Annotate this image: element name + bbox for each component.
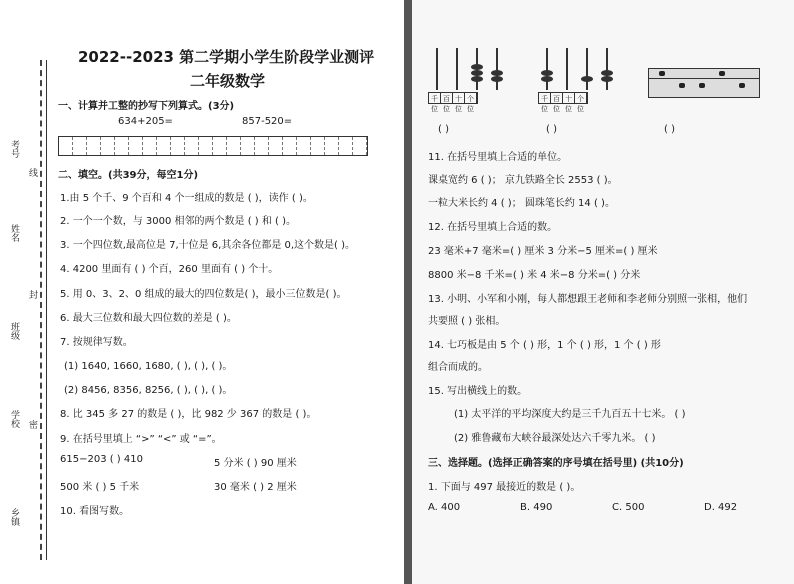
grid-cell[interactable] xyxy=(143,137,157,155)
grid-cell[interactable] xyxy=(185,137,199,155)
question-4: 4. 4200 里面有 ( ) 个百，260 里面有 ( ) 个十。 xyxy=(60,264,279,275)
suanpan-bead xyxy=(719,71,725,76)
writing-grid[interactable] xyxy=(58,136,368,156)
abacus-rod xyxy=(496,48,498,90)
question-7-part-2: (2) 8456, 8356, 8256, ( ), ( ), ( )。 xyxy=(64,385,233,396)
choice-question-1: 1. 下面与 497 最接近的数是 ( )。 xyxy=(428,482,581,493)
grid-cell[interactable] xyxy=(73,137,87,155)
margin-rule xyxy=(46,60,47,560)
grid-cell[interactable] xyxy=(269,137,283,155)
suanpan-bead xyxy=(739,83,745,88)
place-label-ones: 个位 xyxy=(465,93,477,103)
abacus-place-labels xyxy=(538,92,588,113)
abacus-bead xyxy=(541,76,553,82)
suanpan-beam xyxy=(649,78,759,79)
abacus-bead xyxy=(581,76,593,82)
seal-char-xian: 线 xyxy=(27,168,37,177)
abacus-rod xyxy=(586,48,588,90)
question-11: 11. 在括号里填上合适的单位。 xyxy=(428,152,568,163)
question-12: 12. 在括号里填上合适的数。 xyxy=(428,222,558,233)
question-14-line-2: 组合而成的。 xyxy=(428,362,488,373)
grid-cell[interactable] xyxy=(339,137,353,155)
grid-cell[interactable] xyxy=(283,137,297,155)
section-3-heading: 三、选择题。(选择正确答案的序号填在括号里) (共10分) xyxy=(428,458,684,469)
abacus-bead xyxy=(491,76,503,82)
question-11-line-1: 课桌宽约 6 ( )； 京九铁路全长 2553 ( )。 xyxy=(428,175,618,186)
grid-cell[interactable] xyxy=(227,137,241,155)
question-9-row-2-a: 500 米 ( ) 5 千米 xyxy=(60,482,140,493)
question-9-row-1-a: 615−203 ( ) 410 xyxy=(60,454,143,465)
class-label: 班级 xyxy=(9,322,19,340)
binding-margin xyxy=(0,0,52,584)
abacus-bead xyxy=(491,70,503,76)
grid-cell[interactable] xyxy=(199,137,213,155)
question-14-line-1: 14. 七巧板是由 5 个 ( ) 形，1 个 ( ) 形，1 个 ( ) 形 xyxy=(428,340,661,351)
grid-cell[interactable] xyxy=(353,137,367,155)
question-15: 15. 写出横线上的数。 xyxy=(428,386,528,397)
grid-cell[interactable] xyxy=(171,137,185,155)
option-d[interactable]: D. 492 xyxy=(704,502,738,513)
answer-paren-2[interactable]: ( ) xyxy=(546,124,557,135)
place-label-hundreds: 百位 xyxy=(551,93,563,103)
question-11-line-2: 一粒大米长约 4 ( )； 圆珠笔长约 14 ( )。 xyxy=(428,198,615,209)
seal-dashed-line xyxy=(40,60,42,560)
question-10: 10. 看图写数。 xyxy=(60,506,130,517)
exam-subtitle: 二年级数学 xyxy=(190,72,266,90)
place-label-thousands: 千位 xyxy=(429,93,441,103)
place-label-ones: 个位 xyxy=(575,93,587,103)
school-label: 学校 xyxy=(9,410,19,428)
answer-paren-1[interactable]: ( ) xyxy=(438,124,449,135)
question-12-line-1: 23 毫米+7 毫米=( ) 厘米 3 分米−5 厘米=( ) 厘米 xyxy=(428,246,658,257)
abacus-place-labels xyxy=(428,92,478,113)
calc-2: 857-520= xyxy=(242,116,293,127)
question-13-line-1: 13. 小明、小军和小刚，每人都想跟王老师和李老师分别照一张相，他们 xyxy=(428,294,748,305)
abacus-rod xyxy=(566,48,568,90)
question-15-part-2: (2) 雅鲁藏布大峡谷最深处达六千零九米。 ( ) xyxy=(454,433,656,444)
grid-cell[interactable] xyxy=(297,137,311,155)
question-1: 1.由 5 个千、9 个百和 4 个一组成的数是 ( )，读作 ( )。 xyxy=(60,193,313,204)
name-label: 姓名 xyxy=(9,224,19,242)
suanpan-bead xyxy=(659,71,665,76)
abacus-bead xyxy=(471,64,483,70)
suanpan-bead xyxy=(679,83,685,88)
abacus-bead xyxy=(471,76,483,82)
option-b[interactable]: B. 490 xyxy=(520,502,553,513)
question-7-part-1: (1) 1640, 1660, 1680, ( ), ( ), ( )。 xyxy=(64,361,233,372)
place-label-tens: 十位 xyxy=(563,93,575,103)
grid-cell[interactable] xyxy=(311,137,325,155)
kaohao-label: 考号 xyxy=(9,140,19,158)
calc-1: 634+205= xyxy=(118,116,173,127)
question-8: 8. 比 345 多 27 的数是 ( )，比 982 少 367 的数是 ( )。 xyxy=(60,409,317,420)
abacus-bead xyxy=(541,70,553,76)
question-12-line-2: 8800 米−8 千米=( ) 米 4 米−8 分米=( ) 分米 xyxy=(428,270,641,281)
grid-cell[interactable] xyxy=(213,137,227,155)
question-3: 3. 一个四位数,最高位是 7,十位是 6,其余各位都是 0,这个数是( )。 xyxy=(60,240,356,251)
answer-paren-3[interactable]: ( ) xyxy=(664,124,675,135)
question-9-row-2-b: 30 毫米 ( ) 2 厘米 xyxy=(214,482,297,493)
question-9-row-1-b: 5 分米 ( ) 90 厘米 xyxy=(214,458,297,469)
grid-cell[interactable] xyxy=(129,137,143,155)
seal-char-feng: 封 xyxy=(27,290,37,299)
exam-title: 2022--2023 第二学期小学生阶段学业测评 xyxy=(78,48,375,66)
section-2-heading: 二、填空。(共39分，每空1分) xyxy=(58,170,199,181)
grid-cell[interactable] xyxy=(255,137,269,155)
option-a[interactable]: A. 400 xyxy=(428,502,461,513)
question-2: 2. 一个一个数，与 3000 相邻的两个数是 ( ) 和 ( )。 xyxy=(60,216,297,227)
section-1-heading: 一、计算并工整的抄写下列算式。(3分) xyxy=(58,101,235,112)
question-5: 5. 用 0、3、2、0 组成的最大的四位数是( )，最小三位数是( )。 xyxy=(60,289,347,300)
suanpan-image xyxy=(648,68,760,98)
place-label-hundreds: 百位 xyxy=(441,93,453,103)
town-label: 乡镇 xyxy=(9,508,19,526)
question-6: 6. 最大三位数和最大四位数的差是 ( )。 xyxy=(60,313,237,324)
abacus-rod xyxy=(606,48,608,90)
suanpan-bead xyxy=(699,83,705,88)
grid-cell[interactable] xyxy=(87,137,101,155)
question-7: 7. 按规律写数。 xyxy=(60,337,133,348)
option-c[interactable]: C. 500 xyxy=(612,502,645,513)
grid-cell[interactable] xyxy=(241,137,255,155)
abacus-rod xyxy=(436,48,438,90)
question-9: 9. 在括号里填上 “>” “<” 或 “=”。 xyxy=(60,434,222,445)
book-gutter xyxy=(404,0,412,584)
grid-cell[interactable] xyxy=(101,137,115,155)
place-label-tens: 十位 xyxy=(453,93,465,103)
abacus-bead xyxy=(601,76,613,82)
right-page xyxy=(412,0,794,584)
seal-char-mi: 密 xyxy=(27,420,37,429)
grid-cell[interactable] xyxy=(59,137,73,155)
question-15-part-1: (1) 太平洋的平均深度大约是三千九百五十七米。 ( ) xyxy=(454,409,686,420)
abacus-bead xyxy=(471,70,483,76)
abacus-rod xyxy=(456,48,458,90)
grid-cell[interactable] xyxy=(325,137,339,155)
grid-cell[interactable] xyxy=(157,137,171,155)
grid-cell[interactable] xyxy=(115,137,129,155)
question-13-line-2: 共要照 ( ) 张相。 xyxy=(428,316,506,327)
place-label-thousands: 千位 xyxy=(539,93,551,103)
abacus-rod xyxy=(546,48,548,90)
abacus-bead xyxy=(601,70,613,76)
